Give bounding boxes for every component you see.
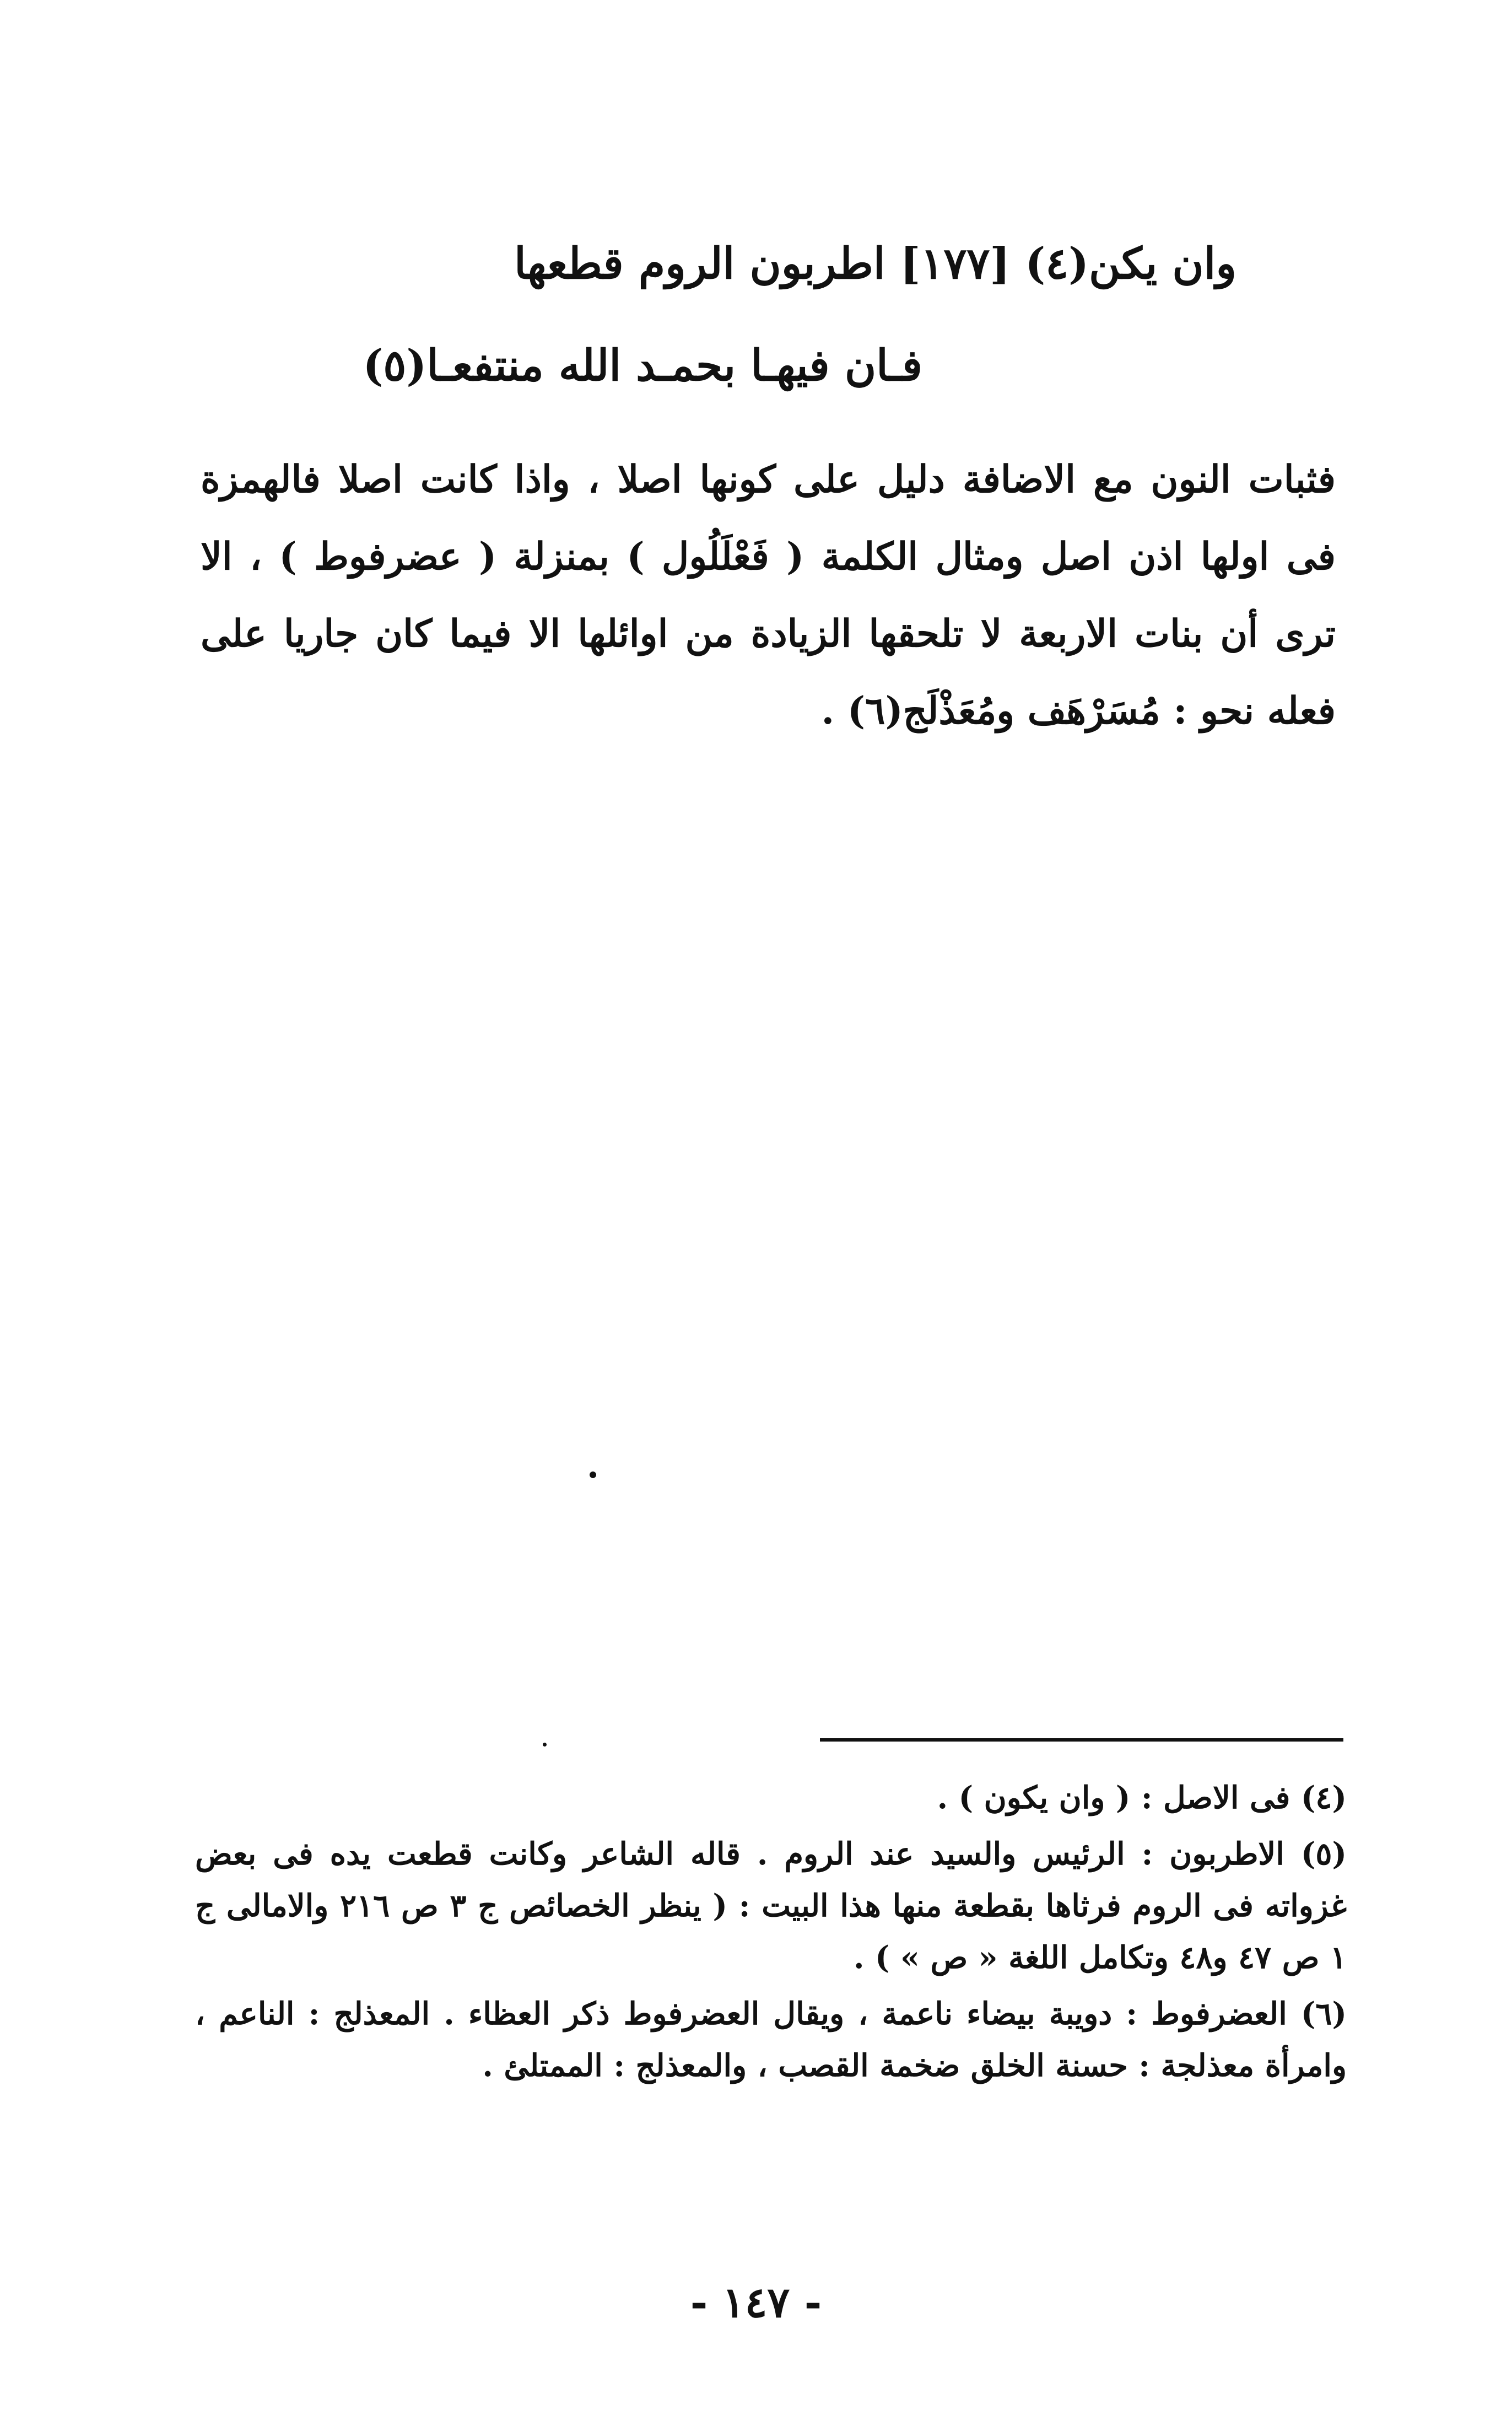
- footnote-5: (٥) الاطربون : الرئيس والسيد عند الروم . قاله الشاعر وكانت قطعت يده فى بعض غزواته فى الروم فرثاها بقطعة منها هذا البيت : ( ينظر الخصائص ج ٣ ص ٢١٦ والامالى ج ١ ص ٤٧ و٤٨ وتكامل اللغة « ص » ) .: [195, 1836, 1347, 1976]
- footnote-6: (٦) العضرفوط : دويبة بيضاء ناعمة ، ويقال العضرفوط ذكر العظاء . المعذلج : الناعم ، وامرأة معذلجة : حسنة الخلق ضخمة القصب ، والمعذلج : الممتلئ .: [195, 1996, 1347, 2084]
- body-paragraph-block: [201, 441, 1336, 750]
- footnote-4: (٤) فى الاصل : ( وان يكون ) .: [937, 1780, 1347, 1816]
- page-number: - ١٤٧ -: [690, 2278, 822, 2327]
- verse-line-2: فـان فيهـا بحمـد الله منتفعـا(٥): [363, 341, 922, 391]
- footnote-separator: [820, 1738, 1343, 1742]
- verse-line-1: وان يكن(٤) [١٧٧] اطربون الروم قطعها: [514, 239, 1236, 289]
- body-paragraph: فثبات النون مع الاضافة دليل على كونها اصلا ، واذا كانت اصلا فالهمزة فى اولها اذن اصل ومثال الكلمة ( فَعْلَلُول ) بمنزلة ( عضرفوط ) ، الا ترى أن بنات الاربعة لا تلحقها الزيادة من اوائلها الا فيما كان جاريا على فعله نحو : مُسَرْهَف ومُعَذْلَج(٦) .: [201, 457, 1336, 733]
- stray-dot: [590, 1471, 596, 1478]
- footnotes: [195, 1772, 1347, 2096]
- stray-dot: [543, 1743, 547, 1747]
